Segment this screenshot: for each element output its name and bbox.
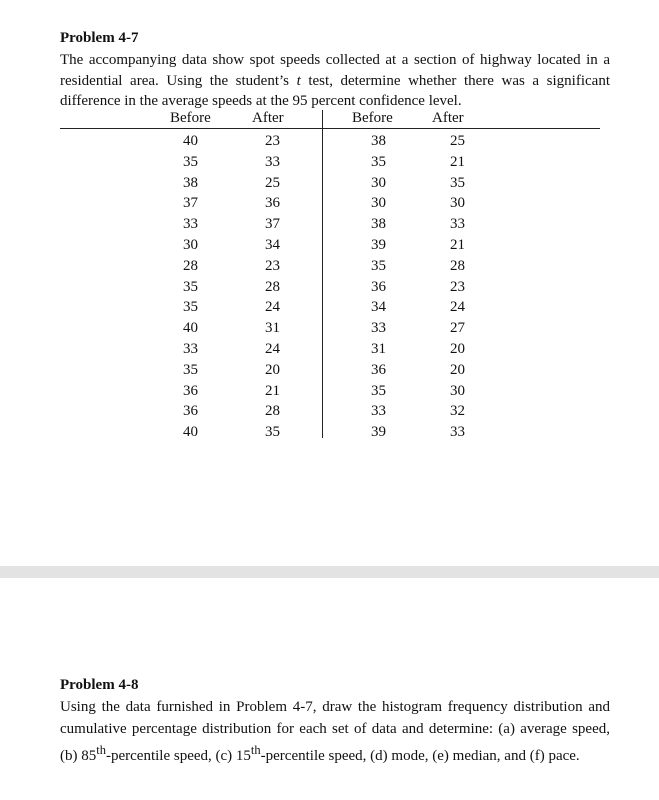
table-cell: 33 <box>265 153 280 170</box>
table-cell: 20 <box>450 340 465 357</box>
text-part: test, determine whether there was a significant difference in the average speeds at the 95 percent confidence level. <box>60 72 610 109</box>
table-cell: 38 <box>183 174 198 191</box>
problem-4-7-text <box>60 50 610 112</box>
table-cell: 28 <box>183 257 198 274</box>
table-cell: 30 <box>371 174 386 191</box>
table-cell: 40 <box>183 320 198 337</box>
table-cell: 33 <box>371 320 386 337</box>
table-cell: 36 <box>183 382 198 399</box>
table-cell: 30 <box>450 195 465 212</box>
table-cell: 35 <box>265 424 280 441</box>
table-cell: 24 <box>265 299 280 316</box>
table-cell: 28 <box>265 403 280 420</box>
table-cell: 24 <box>450 299 465 316</box>
table-cell: 35 <box>183 361 198 378</box>
table-cell: 20 <box>450 361 465 378</box>
table-cell: 38 <box>371 133 386 149</box>
table-cell: 36 <box>371 278 386 295</box>
text-part: -percentile speed, (c) 15 <box>105 748 251 764</box>
table-cell: 35 <box>450 174 465 191</box>
table-cell: 40 <box>183 133 198 149</box>
header-before-2: Before <box>352 110 393 126</box>
table-cell: 36 <box>183 403 198 420</box>
table-cell: 20 <box>265 361 280 378</box>
table-cell: 40 <box>183 424 198 441</box>
text-part: The accompanying data show spot speeds collected at a section of highway located in a residential area. Using the student’s <box>60 52 610 89</box>
table-cell: 35 <box>371 153 386 170</box>
table-cell: 35 <box>371 382 386 399</box>
table-cell: 37 <box>183 195 198 212</box>
problem-4-8-title: Problem 4-8 <box>60 677 139 693</box>
column-before-1 <box>168 131 198 443</box>
superscript: th <box>96 743 106 757</box>
table-cell: 33 <box>183 216 198 233</box>
table-cell: 31 <box>265 320 280 337</box>
table-cell: 21 <box>450 236 465 253</box>
table-cell: 23 <box>265 257 280 274</box>
table-cell: 28 <box>265 278 280 295</box>
superscript: th <box>250 743 261 757</box>
header-before-1: Before <box>170 110 211 126</box>
table-cell: 37 <box>265 216 280 233</box>
table-cell: 24 <box>265 340 280 357</box>
table-cell: 25 <box>450 133 465 149</box>
table-cell: 33 <box>450 424 465 441</box>
header-rule <box>60 128 600 129</box>
table-cell: 38 <box>371 216 386 233</box>
column-after-2 <box>435 131 465 443</box>
table-cell: 34 <box>371 299 386 316</box>
problem-4-8-text <box>60 697 610 768</box>
table-cell: 33 <box>371 403 386 420</box>
column-before-2 <box>356 131 386 443</box>
table-cell: 39 <box>371 236 386 253</box>
table-cell: 28 <box>450 257 465 274</box>
page-separator <box>0 566 659 578</box>
table-cell: 21 <box>450 153 465 170</box>
table-cell: 27 <box>450 320 465 337</box>
table-cell: 23 <box>450 278 465 295</box>
table-cell: 30 <box>183 236 198 253</box>
table-cell: 33 <box>450 216 465 233</box>
table-cell: 36 <box>371 361 386 378</box>
table-cell: 31 <box>371 340 386 357</box>
table-cell: 34 <box>265 236 280 253</box>
header-after-2: After <box>432 110 464 126</box>
header-after-1: After <box>252 110 284 126</box>
column-divider <box>322 110 323 438</box>
table-cell: 32 <box>450 403 465 420</box>
text-part: -percentile speed, (d) mode, (e) median, and (f) pace. <box>260 748 580 764</box>
table-cell: 25 <box>265 174 280 191</box>
table-cell: 23 <box>265 133 280 149</box>
table-cell: 35 <box>183 278 198 295</box>
table-cell: 30 <box>371 195 386 212</box>
table-cell: 35 <box>183 299 198 316</box>
text-part: Using the data furnished in Problem 4-7, draw the histogram frequency distribution and cumulative percentage distribution for each set of data and determine: (a) average speed, (b) 85 <box>60 699 610 764</box>
table-cell: 33 <box>183 340 198 357</box>
table-cell: 21 <box>265 382 280 399</box>
column-after-1 <box>250 131 280 443</box>
table-cell: 35 <box>371 257 386 274</box>
table-cell: 35 <box>183 153 198 170</box>
table-cell: 39 <box>371 424 386 441</box>
problem-4-7-title: Problem 4-7 <box>60 30 139 46</box>
text-italic-t: t <box>296 72 301 89</box>
table-cell: 36 <box>265 195 280 212</box>
table-cell: 30 <box>450 382 465 399</box>
